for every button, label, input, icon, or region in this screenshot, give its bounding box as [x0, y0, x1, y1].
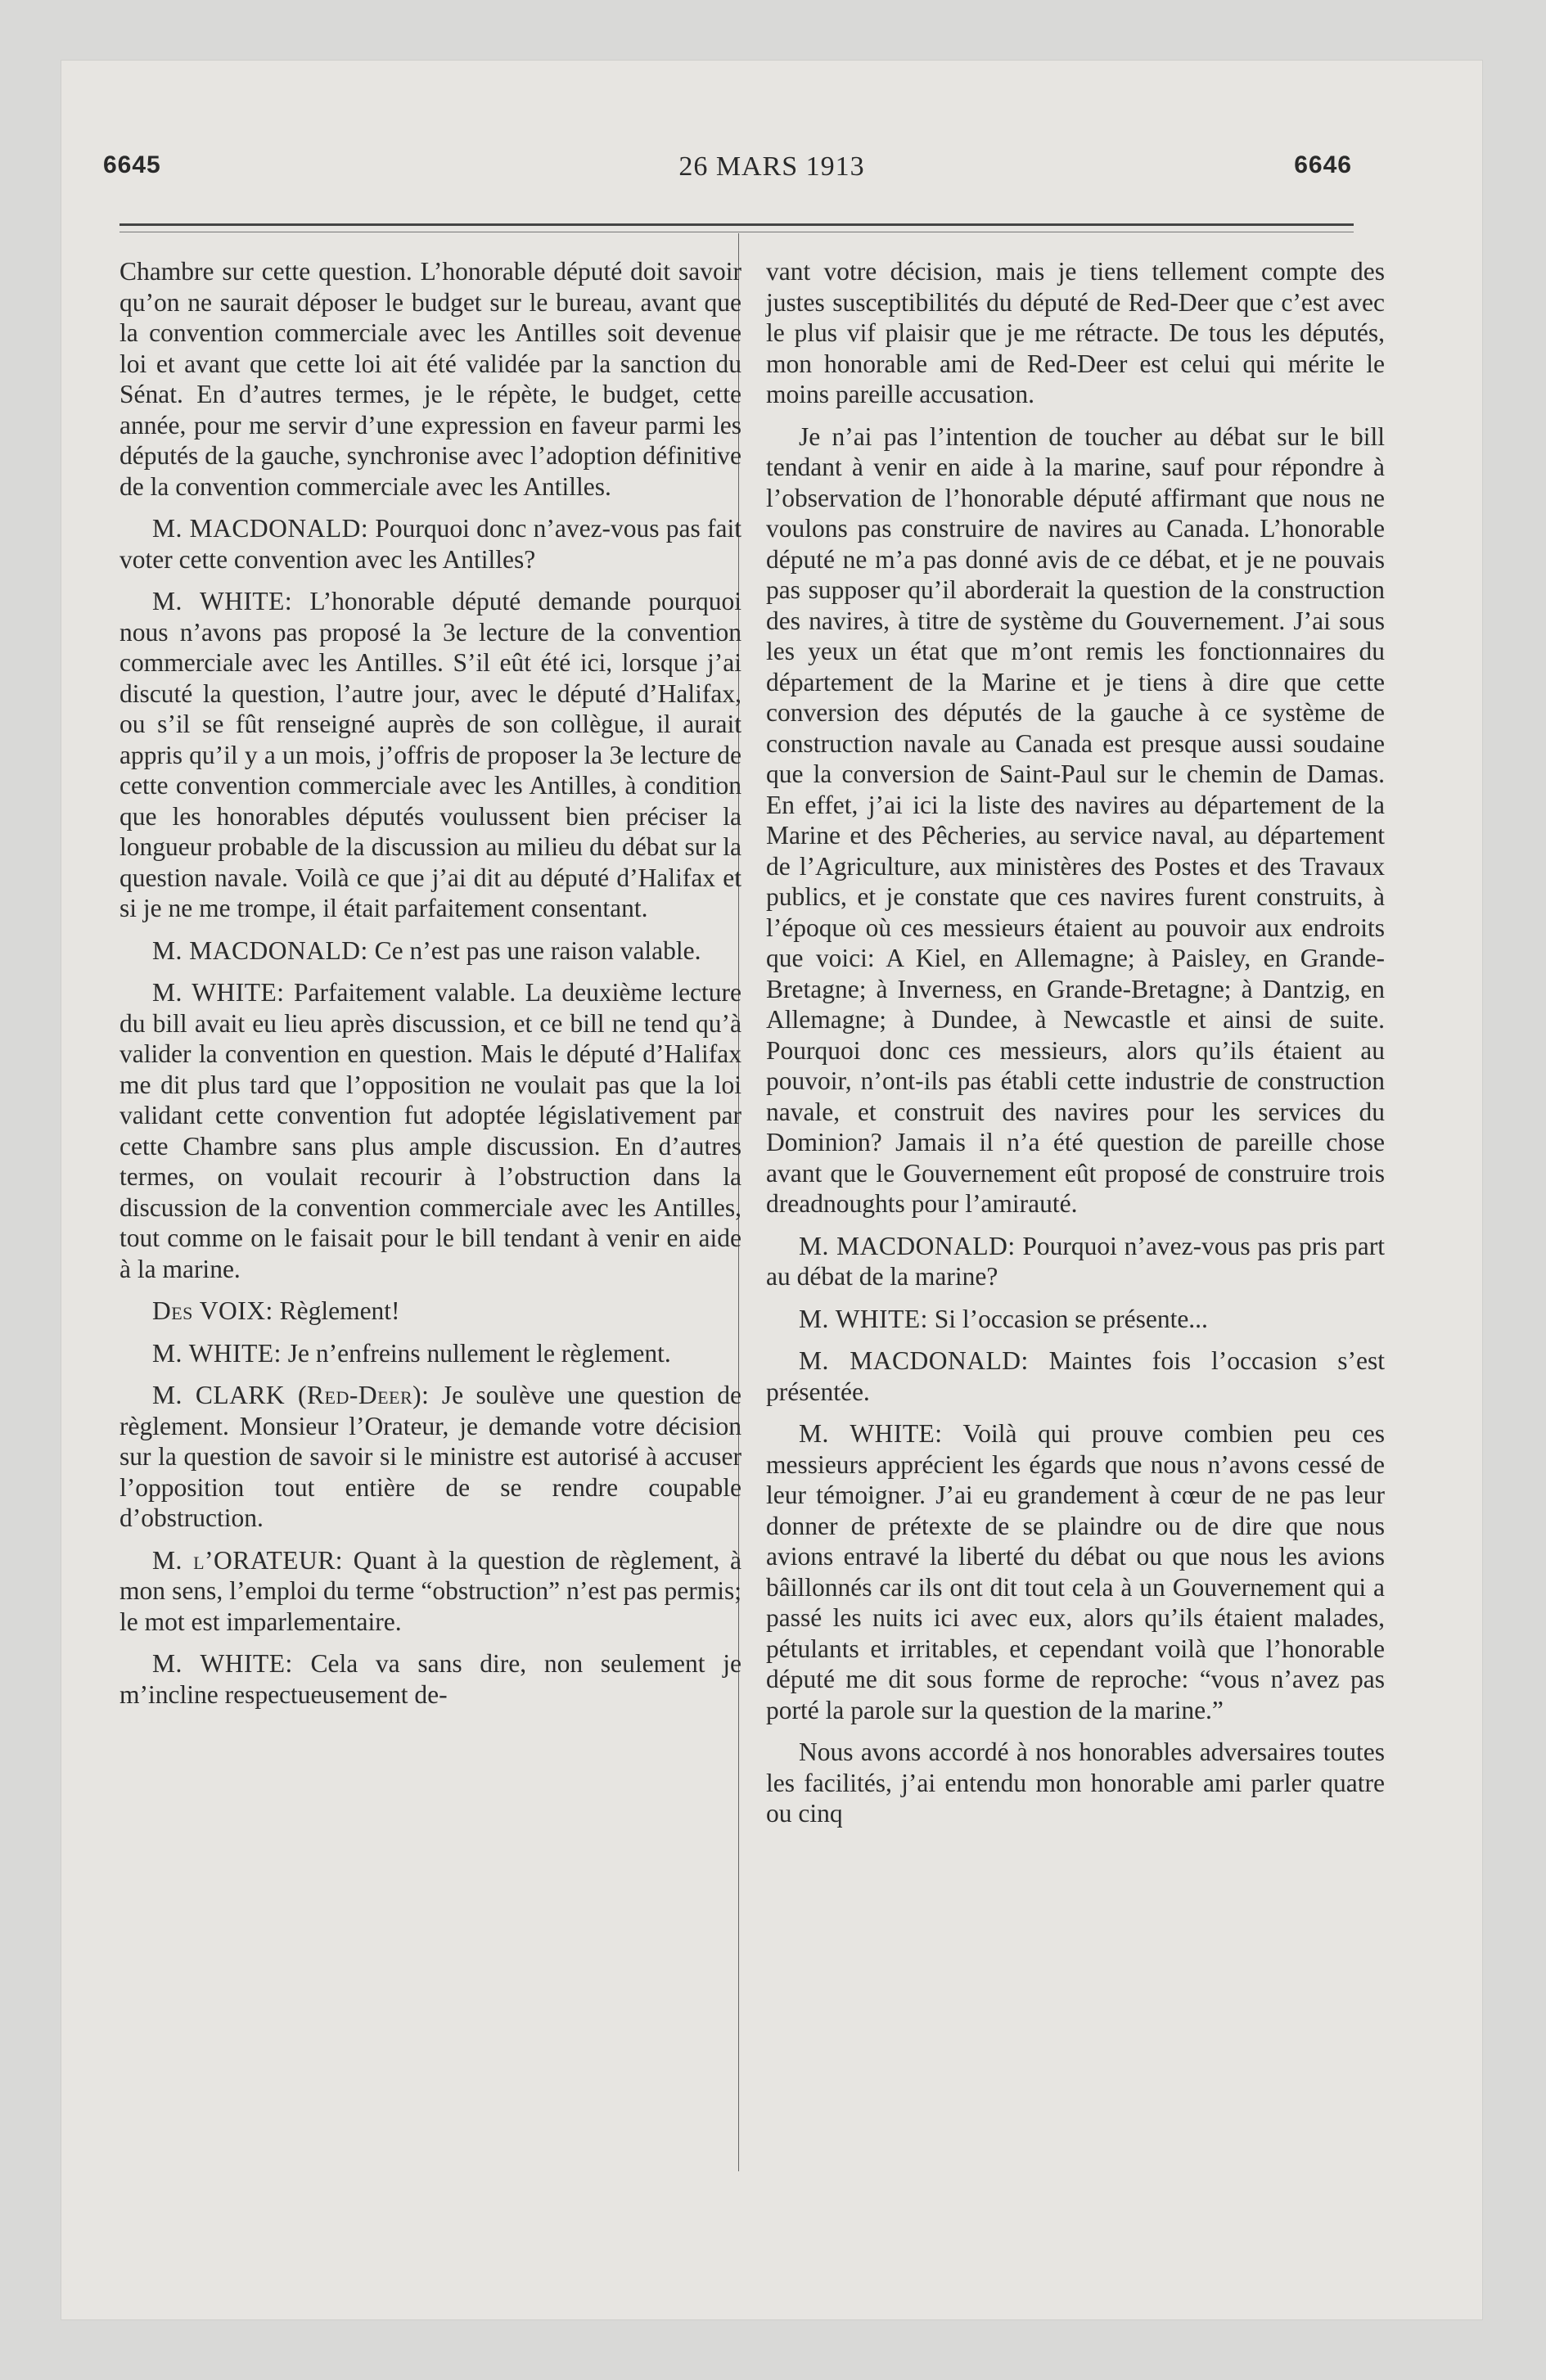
speaker-name: M. MACDONALD:: [152, 935, 368, 965]
paragraph-text: Voilà qui prouve combien peu ces messieurs apprécient les égards que nous n’avons cessé de leur témoigner. J’ai eu grandement à cœur de ne pas leur donner de prétexte de se plaindre ou de dire que nous avions entravé la liberté du débat ou que nous les avions bâillonnés car ils ont dit tout cela à un Gouvernement qui a passé les nuits ici avec eux, alors qu’ils étaient malades, pétulants et irritables, et cependant voilà que l’honorable député me dit sous forme de reproche: “vous n’avez pas porté la parole sur la question de la marine.”: [766, 1419, 1385, 1724]
paragraph: [119, 1296, 741, 1327]
paragraph-text: Maintes fois l’occasion s’est présentée.: [766, 1346, 1386, 1406]
paragraph-text: Pourquoi n’avez-vous pas pris part au débat de la marine?: [766, 1231, 1386, 1291]
paragraph-text: Nous avons accordé à nos honorables adversaires toutes les facilités, j’ai entendu mon honorable ami parler quatre ou cinq: [766, 1738, 1385, 1828]
paragraph: [119, 935, 741, 967]
speaker-name: M. CLARK (Red-Deer):: [152, 1381, 430, 1409]
page-header: [61, 151, 1483, 201]
speaker-name: Des VOIX:: [152, 1296, 273, 1325]
paragraph: [119, 513, 741, 575]
paragraph: [766, 1304, 1385, 1335]
page-date: 26 MARS 1913: [678, 151, 865, 182]
paragraph-text: Cela va sans dire, non seulement je m’incline respectueusement de-: [119, 1649, 741, 1709]
paragraph: [119, 1380, 741, 1534]
paragraph: [119, 1545, 741, 1638]
paragraph-text: vant votre décision, mais je tiens tellement compte des justes susceptibilités du député de Red-Deer que c’est avec le plus vif plaisir que je me rétracte. De tous les députés, mon honorable ami de Red-Deer est celui qui mérite le moins pareille accusation.: [766, 257, 1385, 408]
speaker-name: M. WHITE:: [799, 1419, 943, 1448]
paragraph: [119, 977, 741, 1284]
speaker-name: M. WHITE:: [152, 1338, 282, 1368]
paragraph-text: Chambre sur cette question. L’honorable député doit savoir qu’on ne saurait déposer le budget sur le bureau, avant que la convention commerciale avec les Antilles soit devenue loi et avant que cette loi ait été validée par la sanction du Sénat. En d’autres termes, je le répète, le budget, cette année, pour me servir d’une expression en faveur parmi les députés de la gauche, synchronise avec l’adoption définitive de la convention commerciale avec les Antilles.: [119, 257, 741, 501]
paragraph: [119, 256, 741, 502]
paragraph: [766, 421, 1385, 1219]
paragraph: [119, 586, 741, 924]
page-number-right: 6646: [1294, 151, 1352, 178]
paragraph-text: Ce n’est pas une raison valable.: [374, 935, 701, 965]
paragraph: [119, 1648, 741, 1710]
header-rule: [119, 223, 1354, 226]
newspaper-page: [61, 60, 1483, 2320]
speaker-name: M. WHITE:: [152, 1649, 293, 1678]
speaker-name: M. WHITE:: [152, 978, 285, 1007]
speaker-name: M. MACDONALD:: [799, 1346, 1029, 1375]
speaker-name: M. WHITE:: [799, 1304, 928, 1333]
paragraph-text: Parfaitement valable. La deuxième lecture du bill avait eu lieu après discussion, et ce bill ne tend qu’à valider la convention en question. Mais le député d’Halifax me dit plus tard que l’opposition ne voulait pas que la loi validant cette convention fut adoptée législativement par cette Chambre sans plus ample discussion. En d’autres termes, on voulait recourir à l’obstruction dans la discussion de la convention commerciale avec les Antilles, tout comme on le faisait pour le bill tendant à venir en aide à la marine.: [119, 978, 741, 1283]
paragraph-text: Si l’occasion se présente...: [934, 1304, 1208, 1333]
left-column: [119, 256, 741, 1721]
speaker-name: M. MACDONALD:: [799, 1231, 1016, 1260]
paragraph: [766, 1737, 1385, 1829]
paragraph-text: Je n’enfreins nullement le règlement.: [287, 1338, 671, 1368]
speaker-name: M. WHITE:: [152, 587, 293, 615]
right-column: [766, 256, 1385, 1841]
paragraph-text: Je n’ai pas l’intention de toucher au débat sur le bill tendant à venir en aide à la marine, sauf pour répondre à l’observation de l’honorable député affirmant que nous ne voulons pas construire de navires au Canada. L’honorable député ne m’a pas donné avis de ce débat, et je ne pouvais pas supposer qu’il aborderait la question de la construction des navires, à titre de système du Gouvernement. J’ai sous les yeux un état que m’ont remis les fonctionnaires du département de la Marine et je tiens à dire que cette conversion des députés de la gauche à ce système de construction navale au Canada est presque aussi soudaine que la conversion de Saint-Paul sur le chemin de Damas. En effet, j’ai ici la liste des navires au département de la Marine et des Pêcheries, au service naval, au département de l’Agriculture, aux ministères des Postes et des Travaux publics, et je constate que ces navires furent construits, à l’époque où ces messieurs étaient au pouvoir aux endroits que voici: A Kiel, en Allemagne; à Paisley, en Grande-Bretagne; à Inverness, en Grande-Bretagne; à Dantzig, en Allemagne; à Dundee, à Newcastle et ainsi de suite. Pourquoi donc ces messieurs, alors qu’ils étaient au pouvoir, n’ont-ils pas établi cette industrie de construction navale, et construit des navires pour les services du Dominion? Jamais il n’a été question de pareille chose avant que le Gouvernement eût proposé de construire trois dreadnoughts pour l’amirauté.: [766, 421, 1385, 1218]
paragraph-text: L’honorable député demande pourquoi nous n’avons pas proposé la 3e lecture de la convention commerciale avec les Antilles. S’il eût été ici, lorsque j’ai discuté la question, l’autre jour, avec le député d’Halifax, ou s’il se fût renseigné auprès de son collègue, il aurait appris qu’il y a un mois, j’offris de proposer la 3e lecture de cette convention commerciale avec les Antilles, à condition que les honorables députés voulussent bien préciser la longueur probable de la discussion au milieu du débat sur la question navale. Voilà ce que j’ai dit au député d’Halifax et si je ne me trompe, il était parfaitement consentant.: [119, 587, 741, 922]
paragraph-text: Règlement!: [279, 1296, 400, 1325]
speaker-name: M. l’ORATEUR:: [152, 1545, 344, 1575]
paragraph-text: Quant à la question de règlement, à mon sens, l’emploi du terme “obstruction” n’est pas permis; le mot est imparlementaire.: [119, 1545, 742, 1636]
paragraph: [766, 1346, 1385, 1407]
paragraph: [766, 1418, 1385, 1725]
paragraph: [119, 1338, 741, 1369]
page-number-left: 6645: [103, 151, 161, 178]
paragraph-text: Je soulève une question de règlement. Monsieur l’Orateur, je demande votre décision sur la question de savoir si le ministre est autorisé à accuser l’opposition tout entière de se rendre coupable d’obstruction.: [119, 1381, 742, 1532]
paragraph: [766, 1231, 1385, 1292]
speaker-name: M. MACDONALD:: [152, 514, 369, 543]
paragraph: [766, 256, 1385, 410]
paragraph-text: Pourquoi donc n’avez-vous pas fait voter cette convention avec les Antilles?: [119, 514, 742, 574]
